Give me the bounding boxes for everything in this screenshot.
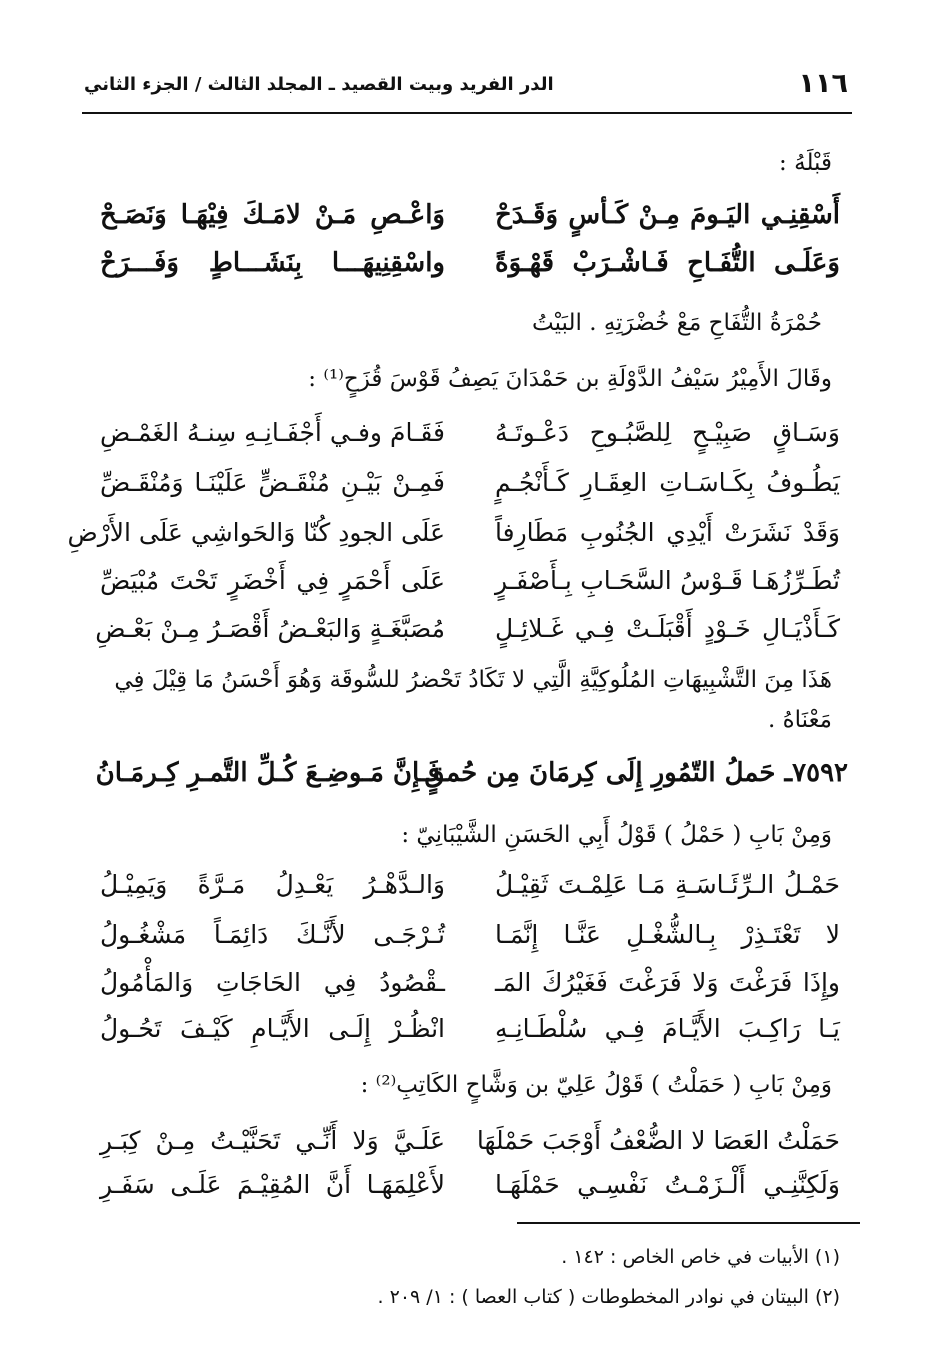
verse-line	[100, 912, 840, 958]
verse-first-hemistich: حَمَلْتُ العَصَا لا الضُّعْفُ أَوْجَبَ حَمْلَهَا	[476, 1126, 840, 1155]
intro-text: قَبْلَهُ :	[779, 150, 832, 176]
verse-first-hemistich: لا تَعْتَـذِرْ بِـالشُّغْـلِ عَنَّـا إِنَّمَـا	[495, 920, 840, 949]
running-title: الدر الفريد وبيت القصيد ـ المجلد الثالث / الجزء الثاني	[84, 74, 554, 95]
verse-second-hemistich: عَلَى الجودِ كُنّا وَالحَواشِي عَلَى الأَرْضِ	[67, 518, 445, 547]
footnote-divider	[517, 1222, 860, 1224]
verse-second-hemistich: فَمِـنْ بَيْـنِ مُنْقَـضٍّ عَلَيْنَـا وَمُنْقَـضِّ	[100, 468, 445, 497]
verse-line	[100, 862, 840, 908]
verse-second-hemistich: وَاعْـصِ مَـنْ لامَـكَ فِيْهَـا وَنَصَـحْ	[100, 200, 445, 230]
verse-first-hemistich: يَـا رَاكِـبَ الأَيَّـامَ فِـي سُلْطَـانِـهِ	[495, 1014, 840, 1043]
verse-second-hemistich: تُـرْجَـى لأَنَّـكَ دَائِمَـاً مَشْغُـولُ	[100, 920, 445, 949]
verse-line	[100, 240, 840, 286]
verse-second-hemistich: ـقْصُودُ فِي الحَاجَاتِ وَالمَأْمُولُ	[100, 968, 445, 997]
footnote: (١) الأبيات في خاص الخاص : ١٤٢ .	[561, 1246, 840, 1268]
verse-line	[100, 1006, 840, 1052]
verse-first-hemistich: كَـأَذْيَـالِ خَـوْدٍ أَقْبَلَـتْ فِـي غَـلائِـلٍ	[495, 614, 840, 643]
verse-first-hemistich: وَقَدْ نَشَرَتْ أَيْدِي الجُنُوبِ مَطَارِفاً	[495, 518, 840, 547]
section-intro: وقَالَ الأَمِيْرُ سَيْفُ الدَّوْلَةِ بن حَمْدَانَ يَصِفُ قَوْسَ قُزَحٍ⁽¹⁾ :	[308, 366, 832, 392]
verse-second-hemistich: عَلَـيَّ وَلا أَنِّـي تَحَنَّيْـتُ مِـنْ كِبَـرِ	[100, 1126, 445, 1155]
section-intro: وَمِنْ بَابِ ( حَمَلْتُ ) قَوْلُ عَلِيّ بن وَشَّاحٍ الكَاتِبِ⁽²⁾ :	[360, 1072, 832, 1098]
verse-second-hemistich: انْظُـرْ إِلَـى الأَيَّـامِ كَيْـفَ تَحُـولُ	[100, 1014, 445, 1043]
commentary-paragraph: هَذَا مِنَ التَّشْبِيهَاتِ المُلُوكِيَّةِ الَّتِي لا تَكَادُ تَحْضرُ للسُّوقَة وَهُوَ أَحْسَنُ مَا قِيْلَ فِي مَعْنَاهُ .	[114, 667, 832, 733]
verse-first-hemistich: ٧٥٩٢ـ حَملُ التّمُورِ إِلَى كِرمَانَ مِن حُمقٍ	[424, 758, 848, 788]
verse-first-hemistich: وَعَلَـى التُّفَـاحِ فَـاشْـرَبْ قَهْـوَةً	[495, 248, 840, 278]
verse-second-hemistich: مُصَبَّغَـةٍ وَالبَعْـضُ أَقْصَـرُ مِـنْ بَعْـضِ	[95, 614, 445, 643]
numbered-verse	[95, 750, 848, 796]
verse-line	[100, 558, 840, 604]
verse-line	[100, 1118, 840, 1164]
verse-line	[100, 960, 840, 1006]
verse-second-hemistich: عَلَى أَحْمَرٍ فِي أَخْضَرٍ تَحْتَ مُبْيَضِّ	[100, 566, 445, 595]
verse-second-hemistich: لأَعْلِمَهَـا أَنَّ المُقِيْـمَ عَلَـى سَفَـرِ	[100, 1170, 445, 1199]
footnote: (٢) البيتان في نوادر المخطوطات ( كتاب العصا ) : ١/ ٢٠٩ .	[377, 1286, 840, 1308]
verse-line	[100, 192, 840, 238]
verse-first-hemistich: وَسَـاقٍ صَبِيْـحٍ لِلصَّبُـوحِ دَعْـوتَـهُ	[495, 418, 840, 447]
verse-line	[67, 510, 840, 556]
page-number: ١١٦	[798, 68, 848, 99]
verse-first-hemistich: وإِذَا فَرَغْتَ وَلا فَرَغْتَ فَغَيْرُكَ المَـ	[495, 968, 840, 997]
verse-first-hemistich: يَطُـوفُ بِكَـاسَـاتِ العِقَـارِ كَـأَنْجُـمٍ	[495, 468, 840, 497]
verse-line	[100, 410, 840, 456]
verse-second-hemistich: واسْقِنِيهَـــا بِنَشَـــاطٍ وَفَـــرَحْ	[100, 248, 445, 278]
verse-first-hemistich: وَلَكِنَّنِـي أَلْـزَمْـتُ نَفْسِـي حَمْلَهَـا	[495, 1170, 840, 1199]
commentary-line: حُمْرَةُ التُّفَاحِ مَعْ خُضْرَتِهِ . البَيْتُ	[532, 310, 822, 336]
verse-first-hemistich: أَسْقِنِـي اليَـومَ مِـنْ كَـأسٍ وَقَـدَحْ	[495, 200, 840, 230]
verse-line	[100, 1162, 840, 1208]
verse-second-hemistich: فَقَـامَ وفـي أَجْفَـانِـهِ سِنـهُ الغَمْـضِ	[100, 418, 445, 447]
section-intro: وَمِنْ بَابِ ( حَمْلُ ) قَوْلُ أَبِي الحَسَنِ الشَّيْبَانِيّ :	[401, 822, 832, 848]
verse-second-hemistich: فَـإِنَّ مَـوضِـعَ كُـلِّ التَّمـرِ كِـرمَـانُ	[95, 758, 440, 788]
verse-second-hemistich: وَالـدَّهْـرُ يَعْـدِلُ مَـرَّةً وَيَمِيْـلُ	[100, 870, 445, 899]
verse-first-hemistich: تُطَـرِّزُهَـا قَـوْسُ السَّحَـابِ بِـأَصْفَـرٍ	[495, 566, 840, 595]
page-header	[82, 62, 852, 114]
verse-first-hemistich: حَمْـلُ الـرِّئَـاسَـةِ مَـا عَلِمْـتَ ثَقِيْـلُ	[495, 870, 840, 899]
verse-line	[95, 606, 840, 652]
verse-line	[100, 460, 840, 506]
